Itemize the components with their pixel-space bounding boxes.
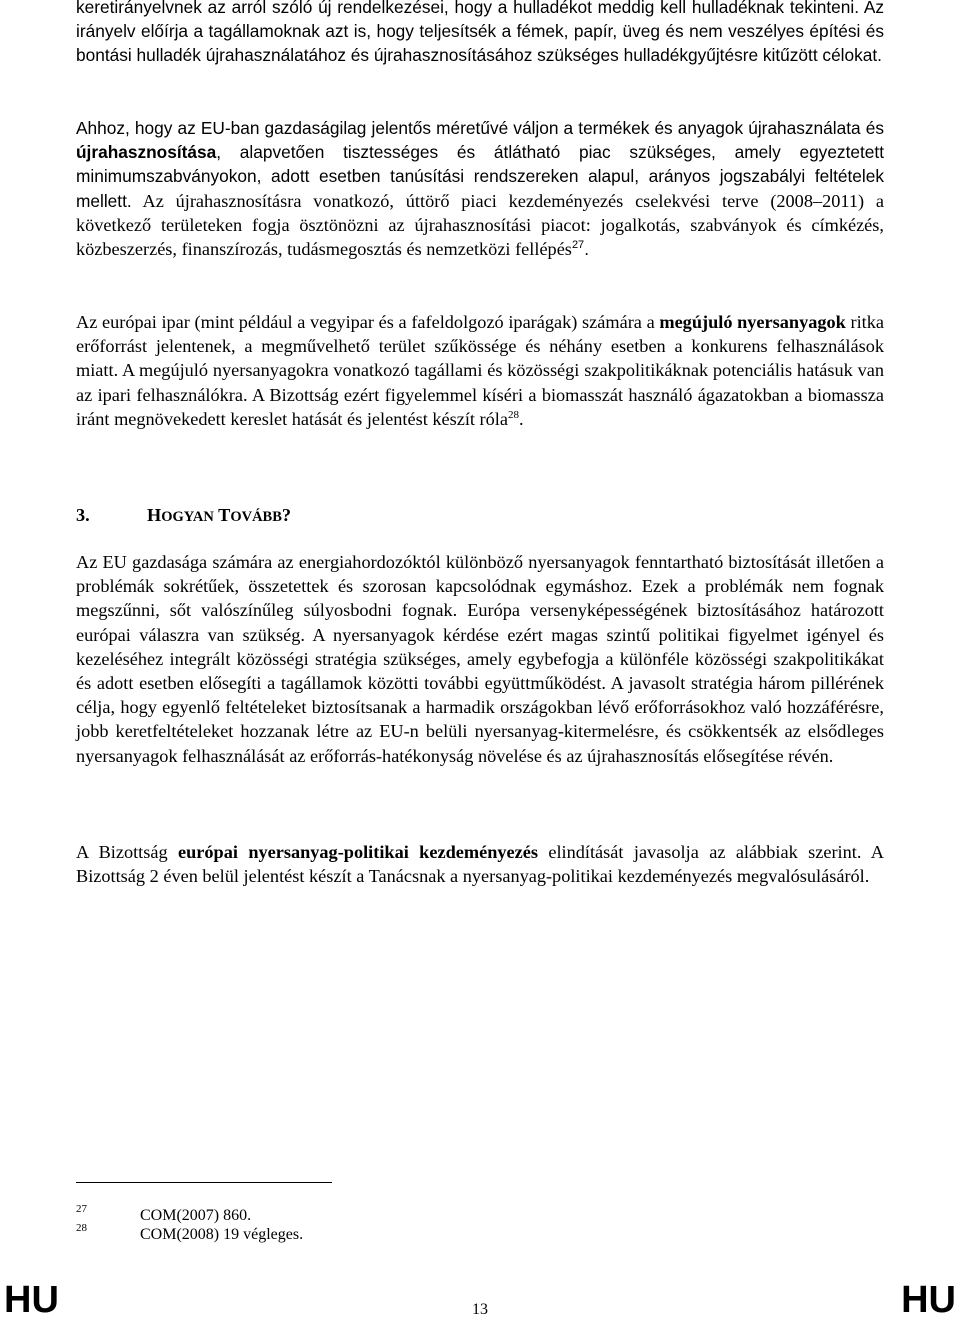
text-span: . (584, 239, 589, 260)
heading-smallcaps: OGYAN (161, 509, 214, 525)
footnote-ref-27[interactable]: 27 (571, 239, 585, 252)
text-span: ritka erőforrást jelentenek, a megművelhető terület szűkössége és néhány esetben a konkurens felhasználások miatt. A megújuló nyersanyagokra vonatkozó tagállami és közösségi szakpolitikáknak potenciális hatásuk van az ipari felhasználókra. A Bizottság ezért figyelemmel kíséri a biomasszát használó ágazatokban a biomassza iránt megnövekedett kereslet hatását és jelentést készít róla (76, 312, 884, 429)
paragraph-commission-initiative (76, 840, 884, 888)
text-span: A Bizottság (76, 842, 179, 862)
bold-term-recycling: újrahasznosítása (76, 142, 217, 163)
text-span: Ahhoz, hogy az EU-ban gazdaságilag jelentős méretűvé váljon a termékek és anyagok újrahasználata és (76, 118, 884, 138)
heading-cap: T (218, 505, 231, 525)
text-span: Az újrahasznosításra vonatkozó, úttörő piaci kezdeményezés cselekvési terve (2008–2011) a következő területeken fogja ösztönözni az újrahasznosítási piacot: jogalkotás, szabványok és címkézés, közbeszerzés, finanszírozás, tudásmegosztás és nemzetközi fellépés (76, 190, 884, 260)
footnote-mark: 27 (76, 1203, 87, 1215)
text-span: , alapvetően tisztességes és átlátható piac szükséges, amely egyeztetett minimumszabványokon, adott esetben tanúsítási rendszereken alapul, arányos jogszabályi feltételek mellett. (76, 142, 884, 211)
text-span: Az európai ipar (mint például a vegyipar és a fafeldolgozó iparágak) számára a (76, 312, 660, 332)
language-code-left: HU (4, 1279, 59, 1321)
footnote-divider (76, 1182, 332, 1183)
page-number: 13 (472, 1301, 488, 1318)
footnote-ref-28[interactable]: 28 (507, 408, 519, 421)
text-span: . (518, 408, 524, 429)
paragraph-recycling-market (76, 116, 884, 261)
paragraph-eu-economy: Az EU gazdasága számára az energiahordozóktól különböző nyersanyagok fenntartható biztosítását illetően a problémák sokrétűek, összetettek és szorosan kapcsolódnak egymáshoz. Ezek a problémák nem fognak megszűnni, sőt valószínűleg súlyosbodni fognak. Európa versenyképességének biztosításához határozott európai válaszra van szükség. A nyersanyagok kérdése ezért magas szintű politikai figyelmet igényel és kezeléséhez integrált közösségi stratégia szükséges, amely egybefogja a különféle közösségi szakpolitikákat és adott esetben elősegíti a tagállamok közötti további együttműködést. A javasolt stratégia három pillérének célja, hogy egyenlő feltételeket biztosítsanak a harmadik országokban lévő erőforrásokhoz való hozzáférésre, jobb keretfeltételeket hozzanak létre az EU-n belüli nyersanyag-kitermelésre, és csökkentsék az elsődleges nyersanyagok felhasználását az erőforrás-hatékonyság növelése és az újrahasznosítás elősegítése révén. (76, 552, 884, 766)
footnote-mark: 28 (76, 1222, 87, 1234)
bold-term-initiative: európai nyersanyag-politikai kezdeményezés (178, 842, 538, 862)
footnote-text: COM(2007) 860. (140, 1207, 252, 1224)
paragraph-renewable-raw-materials (76, 310, 884, 431)
footnote-text: COM(2008) 19 végleges. (140, 1226, 304, 1243)
section-heading (76, 503, 291, 529)
paragraph-waste-directive: keretirányelvnek az arról szóló új rendelkezései, hogy a hulladékot meddig kell hulladéknak tekinteni. Az irányelv előírja a tagállamoknak azt is, hogy teljesítsék a fémek, papír, üveg és nem veszélyes építési és bontási hulladék újrahasználatához és újrahasznosításához szükséges hulladékgyűjtésre kitűzött célokat. (76, 0, 884, 66)
heading-smallcaps: OVÁBB (230, 509, 282, 525)
section-number: 3. (76, 505, 90, 525)
heading-cap: H (147, 505, 162, 525)
heading-punct: ? (281, 505, 292, 525)
bold-term-renewable: megújuló nyersanyagok (659, 312, 846, 332)
language-code-right: HU (901, 1279, 956, 1321)
text-span: elindítását javasolja az alábbiak szerint. A Bizottság 2 éven belül jelentést készít a Tanácsnak a nyersanyag-politikai kezdeményezés megvalósulásáról. (76, 842, 884, 887)
